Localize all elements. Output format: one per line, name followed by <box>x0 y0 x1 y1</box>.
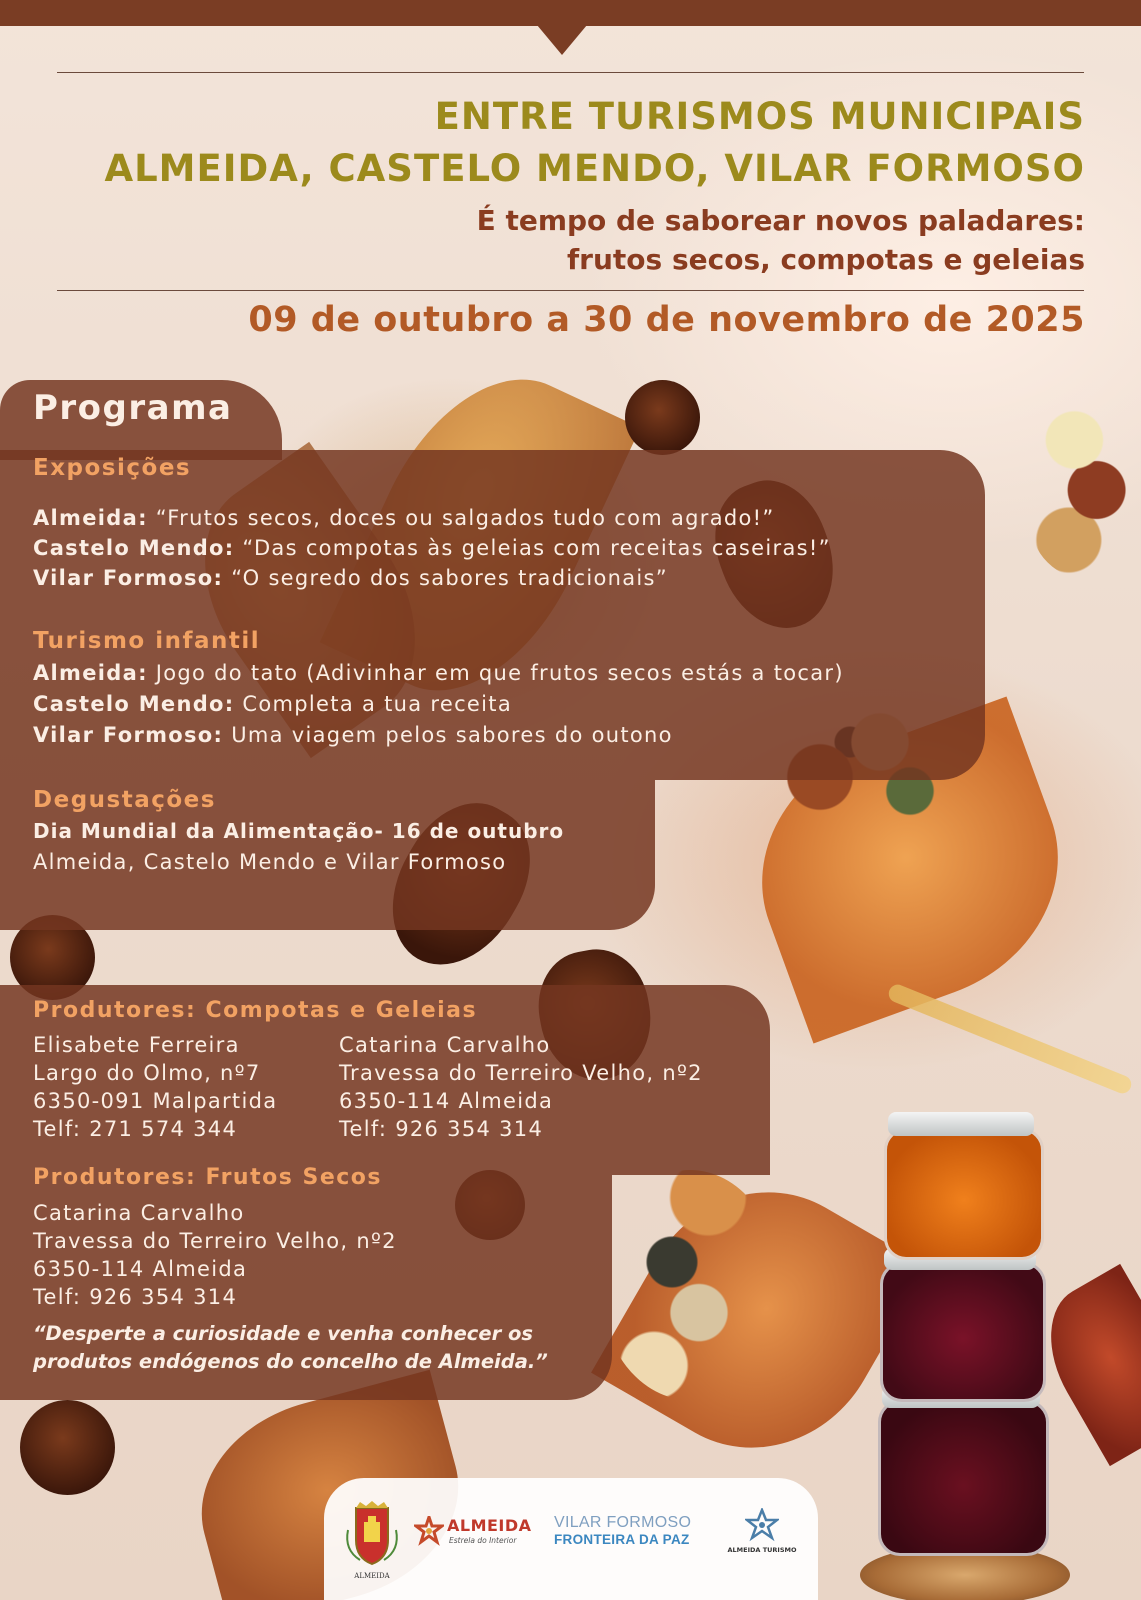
program-heading: Programa <box>33 388 233 428</box>
activity-text: Completa a tua receita <box>234 692 512 716</box>
compotas-producers-heading: Produtores: Compotas e Geleias <box>33 998 478 1023</box>
turismo-infantil-item <box>33 692 512 716</box>
producer-phone: Telf: 926 354 314 <box>33 1285 238 1309</box>
jar-lid-decoration <box>888 1112 1034 1136</box>
producer-name: Catarina Carvalho <box>33 1201 245 1225</box>
producer-name: Elisabete Ferreira <box>33 1033 240 1057</box>
place-label: Almeida: <box>33 661 148 685</box>
exposicao-item <box>33 536 831 560</box>
sweetgum-ball-decoration <box>20 1400 115 1495</box>
almeida-logo <box>414 1514 544 1564</box>
turismo-star-icon <box>745 1508 779 1542</box>
frutos-producers-heading: Produtores: Frutos Secos <box>33 1165 382 1190</box>
producer-name: Catarina Carvalho <box>339 1033 551 1057</box>
crest-caption: ALMEIDA <box>354 1572 390 1580</box>
closing-quote-line-2: produtos endógenos do concelho de Almeida.” <box>33 1350 548 1373</box>
exposicao-text: “Das compotas às geleias com receitas caseiras!” <box>234 536 831 560</box>
producer-address: Travessa do Terreiro Velho, nº2 <box>33 1229 397 1253</box>
turismo-infantil-heading: Turismo infantil <box>33 628 261 654</box>
closing-quote-line-1: “Desperte a curiosidade e venha conhecer os <box>33 1322 533 1345</box>
producer-address: Largo do Olmo, nº7 <box>33 1061 261 1085</box>
exposicao-item <box>33 566 668 590</box>
almeida-name: ALMEIDA <box>447 1516 532 1535</box>
nuts-decoration <box>1030 380 1141 580</box>
place-label: Vilar Formoso: <box>33 566 224 590</box>
date-range: 09 de outubro a 30 de novembro de 2025 <box>248 300 1085 340</box>
place-label: Castelo Mendo: <box>33 692 235 716</box>
top-bar <box>0 0 1141 26</box>
wheat-decoration <box>886 982 1134 1096</box>
vilar-formoso-logo <box>554 1514 714 1554</box>
municipal-crest-logo <box>342 1500 402 1580</box>
place-label: Vilar Formoso: <box>33 723 224 747</box>
degustacao-event: Dia Mundial da Alimentação- 16 de outubro <box>33 819 565 843</box>
activity-text: Uma viagem pelos sabores do outono <box>223 723 673 747</box>
sweetgum-ball-decoration <box>625 380 700 455</box>
producer-phone: Telf: 271 574 344 <box>33 1117 238 1141</box>
divider <box>57 72 1084 73</box>
almeida-tagline: Estrela do Interior <box>449 1536 517 1545</box>
exposicao-text: “Frutos secos, doces ou salgados tudo com agrado!” <box>147 506 775 530</box>
jam-jar-decoration <box>878 1400 1049 1556</box>
producer-address: Travessa do Terreiro Velho, nº2 <box>339 1061 703 1085</box>
subtitle-line-2: frutos secos, compotas e geleias <box>567 243 1085 276</box>
almeida-turismo-logo <box>722 1508 802 1568</box>
exposicao-item <box>33 506 775 530</box>
crest-icon <box>342 1500 402 1568</box>
divider <box>57 290 1084 291</box>
exposicoes-heading: Exposições <box>33 455 192 481</box>
logo-bar <box>324 1478 818 1600</box>
title-line-1: ENTRE TURISMOS MUNICIPAIS <box>434 95 1085 138</box>
place-label: Castelo Mendo: <box>33 536 235 560</box>
nuts-decoration <box>600 1170 780 1400</box>
degustacoes-heading: Degustações <box>33 787 216 813</box>
vilar-formoso-name: VILAR FORMOSO <box>554 1514 692 1531</box>
degustacao-places: Almeida, Castelo Mendo e Vilar Formoso <box>33 850 507 874</box>
jam-jar-decoration <box>884 1128 1044 1260</box>
subtitle-line-1: É tempo de saborear novos paladares: <box>476 204 1085 237</box>
producer-phone: Telf: 926 354 314 <box>339 1117 544 1141</box>
top-notch <box>537 25 587 55</box>
activity-text: Jogo do tato (Adivinhar em que frutos secos estás a tocar) <box>147 661 844 685</box>
place-label: Almeida: <box>33 506 148 530</box>
exposicao-text: “O segredo dos sabores tradicionais” <box>223 566 668 590</box>
producer-postal: 6350-114 Almeida <box>33 1257 248 1281</box>
jam-jar-decoration <box>880 1262 1046 1402</box>
producer-postal: 6350-091 Malpartida <box>33 1089 278 1113</box>
title-line-2: ALMEIDA, CASTELO MENDO, VILAR FORMOSO <box>104 147 1085 190</box>
star-icon <box>414 1516 444 1546</box>
turismo-caption: ALMEIDA TURISMO <box>727 1546 797 1554</box>
turismo-infantil-item <box>33 661 844 685</box>
vilar-formoso-tagline: FRONTEIRA DA PAZ <box>554 1532 690 1547</box>
turismo-infantil-item <box>33 723 673 747</box>
producer-postal: 6350-114 Almeida <box>339 1089 554 1113</box>
